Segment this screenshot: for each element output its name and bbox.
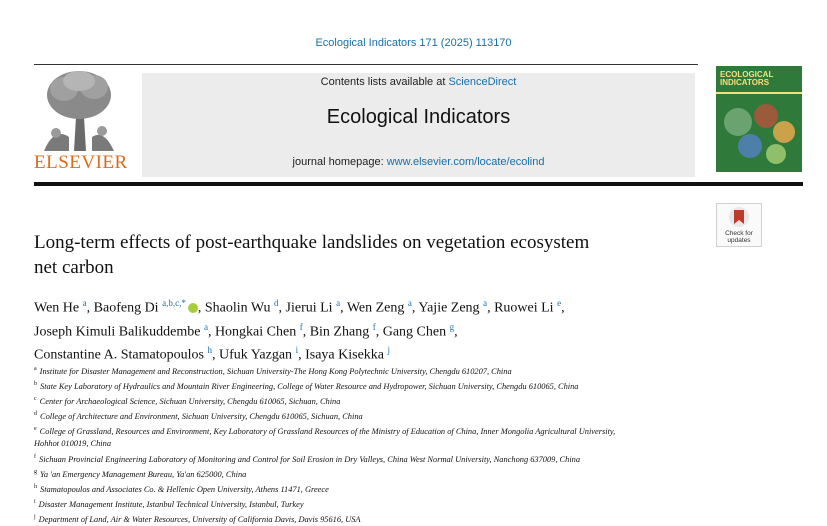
cover-art	[716, 66, 802, 172]
author-name[interactable]: Hongkai Chen	[214, 324, 300, 340]
affiliation-text: State Key Laboratory of Hydraulics and Mountain River Engineering, College of Water Resource and Hydropower, Sichuan University, Chengdu 610065, China	[40, 381, 579, 391]
affiliation-text: Institute for Disaster Management and Reconstruction, Sichuan University-The Hong Kong Polytechnic University, Chengdu 610207, China	[39, 366, 512, 376]
affiliation-item	[34, 393, 774, 408]
affiliation-item	[34, 423, 774, 438]
affiliation-item	[34, 438, 774, 450]
affiliation-key: g	[34, 468, 37, 475]
affiliation-text: Sichuan Provincial Engineering Laboratory of Monitoring and Control for Soil Erosion in Dry Valleys, China West Normal University, Nanchong 637009, China	[39, 454, 581, 464]
author-name[interactable]: Ruowei Li	[494, 300, 558, 316]
journal-cover[interactable]	[716, 66, 802, 172]
author-name[interactable]: Shaolin Wu	[204, 300, 275, 316]
author-name[interactable]: Constantine A. Stamatopoulos	[34, 347, 208, 363]
author-affiliation-marker[interactable]: a	[336, 298, 341, 308]
author-separator: ,	[278, 300, 286, 316]
affiliation-key: d	[34, 411, 37, 418]
author-name[interactable]: Bin Zhang	[309, 324, 373, 340]
affiliation-text: College of Grassland, Resources and Environment, Key Laboratory of Grassland Resources of the Ministry of Education of China, Inner Mongolia Agricultural University,	[39, 427, 616, 437]
check-updates-label: Check for updates	[725, 230, 753, 244]
author-name[interactable]: Wen He	[34, 300, 83, 316]
author-affiliation-marker[interactable]: a	[483, 298, 488, 308]
author-name[interactable]: Jierui Li	[285, 300, 337, 316]
affiliation-item	[34, 363, 774, 378]
article-title	[34, 230, 704, 280]
author-name[interactable]: Ufuk Yazgan	[218, 347, 296, 363]
author-name[interactable]: Yajie Zeng	[418, 300, 484, 316]
affiliation-text: Ya 'an Emergency Management Bureau, Ya'an 625000, China	[40, 469, 247, 479]
affiliation-text: Department of Land, Air & Water Resources, University of California Davis, Davis 95616, USA	[38, 514, 361, 524]
title-line-1: Long-term effects of post-earthquake landslides on vegetation ecosystem	[34, 232, 590, 253]
author-name[interactable]: Gang Chen	[382, 324, 450, 340]
affiliation-item	[34, 451, 774, 466]
author-name[interactable]: Joseph Kimuli Balikuddembe	[34, 324, 204, 340]
affiliation-item	[34, 408, 774, 423]
affiliation-key: j	[34, 514, 36, 521]
affiliation-item	[34, 511, 774, 526]
author-affiliation-marker[interactable]: a	[407, 298, 412, 308]
author-separator: ,	[302, 324, 310, 340]
affiliation-key: i	[34, 499, 36, 506]
affiliation-key: e	[34, 426, 37, 433]
author-separator: ,	[340, 300, 347, 316]
author-separator: ,	[454, 324, 458, 340]
author-separator: ,	[298, 347, 306, 363]
author-affiliation-marker[interactable]: f	[299, 321, 303, 332]
affiliation-text: Center for Archaeological Science, Sichuan University, Chengdu 610065, Sichuan, China	[39, 396, 341, 406]
affiliation-item	[34, 378, 774, 393]
top-rule	[34, 64, 698, 65]
author-separator: ,	[86, 300, 94, 316]
homepage-line	[142, 156, 695, 168]
author-affiliation-marker[interactable]: i	[295, 345, 299, 356]
author-separator: ,	[197, 300, 205, 316]
author-affiliation-marker[interactable]: a	[82, 298, 87, 308]
affiliation-key: h	[34, 483, 37, 490]
author-affiliation-marker[interactable]: a,b,c,*	[162, 298, 186, 308]
journal-banner	[142, 73, 695, 177]
author-affiliation-marker[interactable]: f	[372, 321, 376, 332]
author-separator: ,	[561, 300, 565, 316]
author-separator: ,	[211, 347, 219, 363]
title-line-2: net carbon	[34, 257, 114, 278]
affiliation-key: b	[34, 381, 37, 388]
author-separator: ,	[375, 324, 383, 340]
author-affiliation-marker[interactable]: j	[387, 345, 391, 356]
orcid-icon[interactable]	[188, 303, 198, 313]
author-affiliation-marker[interactable]: a	[203, 321, 208, 332]
affiliation-text: Stamatopoulos and Associates Co. & Hellenic Open University, Athens 11471, Greece	[40, 484, 329, 494]
affiliation-text: Disaster Management Institute, Istanbul Technical University, Istanbul, Turkey	[38, 499, 304, 509]
thick-rule	[34, 182, 803, 186]
affiliation-item	[34, 481, 774, 496]
author-affiliation-marker[interactable]: d	[274, 298, 279, 308]
contents-line	[142, 76, 695, 88]
affiliation-text: Hohhot 010019, China	[34, 439, 112, 449]
affiliation-item	[34, 496, 774, 511]
bookmark-icon	[717, 204, 761, 230]
author-separator: ,	[487, 300, 495, 316]
author-separator: ,	[207, 324, 215, 340]
author-name[interactable]: Baofeng Di	[93, 300, 163, 316]
affiliation-key: c	[34, 396, 37, 403]
homepage-link[interactable]: www.elsevier.com/locate/ecolind	[386, 156, 545, 168]
author-name[interactable]: Wen Zeng	[346, 300, 408, 316]
contents-prefix: Contents lists available at	[320, 76, 449, 88]
publisher-name: ELSEVIER	[34, 152, 128, 173]
affiliation-text: College of Architecture and Environment, Sichuan University, Chengdu 610065, Sichuan, China	[40, 412, 363, 422]
affiliation-list	[34, 363, 774, 526]
author-separator: ,	[411, 300, 419, 316]
check-for-updates-badge[interactable]	[716, 203, 762, 247]
cover-title: ECOLOGICAL INDICATORS	[720, 70, 774, 87]
author-affiliation-marker[interactable]: e	[557, 298, 562, 308]
author-list	[34, 294, 734, 365]
homepage-prefix: journal homepage:	[292, 156, 387, 168]
author-affiliation-marker[interactable]: g	[449, 321, 455, 332]
affiliation-item	[34, 466, 774, 481]
sciencedirect-link[interactable]: ScienceDirect	[448, 76, 517, 88]
author-affiliation-marker[interactable]: h	[207, 345, 212, 356]
affiliation-key: f	[34, 453, 36, 460]
journal-title: Ecological Indicators	[326, 106, 511, 128]
author-name[interactable]: Isaya Kisekka	[305, 347, 388, 363]
affiliation-key: a	[34, 366, 37, 372]
journal-citation[interactable]: Ecological Indicators 171 (2025) 113170	[315, 37, 512, 49]
